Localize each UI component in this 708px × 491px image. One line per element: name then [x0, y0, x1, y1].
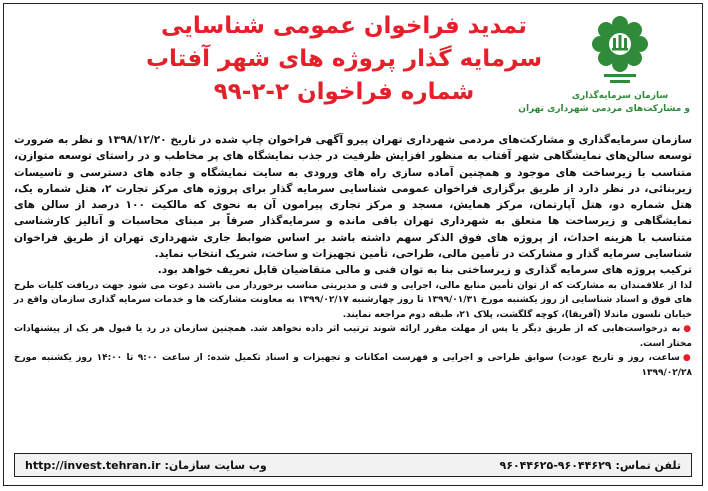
phone-label: تلفن تماس: [615, 458, 681, 472]
org-name-line2: و مشارکت‌های مردمی شهرداری تهران [518, 104, 690, 114]
tehran-municipality-logo-icon [584, 10, 656, 90]
advertisement-frame [3, 3, 703, 486]
website-label: وب سایت سازمان: [164, 458, 267, 472]
title-line-3: شماره فراخوان ۲-۲-۹۹ [213, 79, 475, 105]
bullet-text-2: ساعت، روز و تاریخ عودت) سوابق طراحی و اجرایی و فهرست امکانات و تجهیزات و اسناد تکمیل شده: از ساعت ۹:۰۰ تا ۱۴:۰۰ روز یکشنبه مورخ ۱۳۹۹/۰۲/۲۸ [14, 353, 692, 378]
website-group [25, 459, 267, 472]
announcement-body [14, 132, 692, 380]
bullet-item-1 [14, 322, 692, 351]
title-line-2: سرمایه گذار پروژه های شهر آفتاب [145, 46, 543, 72]
phone-group [500, 459, 681, 472]
bullet-dot-icon: ● [682, 353, 692, 364]
org-name-line1: سازمان سرمایه‌گذاری [571, 91, 669, 101]
bullet-dot-icon: ● [683, 324, 692, 335]
title-line-1: تمدید فراخوان عمومی شناسایی [161, 13, 527, 39]
bullet-text-1: به درخواست‌هایی که از طریق دیگر یا پس از مهلت مقرر ارائه شوند ترتیب اثر داده نخواهد شد. همچنین سازمان در رد یا قبول هر یک از پیشنهادات مختار است. [14, 324, 692, 349]
body-paragraph-3: لذا از علاقمندان به مشارکت که از توان تأمین منابع مالی، اجرایی و فنی و مدیریتی مناسب برخوردار می باشند دعوت می شود جهت دریافت کلیات طرح های فوق و اسناد شناسایی از روز یکشنبه مورخ ۱۳۹۹/۰۱/۳۱ تا روز چهارشنبه ۱۳۹۹/۰۲/۱۷ به معاونت مشارکت ها و خدمات سرمایه گذاری سازمان واقع در خیابان نلسون ماندلا (آفریقا)، کوچه گلگشت، پلاک ۲۱، طبقه دوم مراجعه نمایند. [14, 280, 692, 320]
body-paragraph-1: سازمان سرمایه‌گذاری و مشارکت‌های مردمی شهرداری تهران پیرو آگهی فراخوان چاپ شده در تاریخ ۱۳۹۸/۱۲/۲۰ و نظر به ضرورت توسعه سالن‌های نمایشگاهی شهر آفتاب به منظور افزایش ظرفیت در جذب نمایشگاه های پر مخاطب و در راستای توسعه متوازن، متناسب با زیرساخت های موجود و همچنین آماده سازی راه های ورودی به سایت نمایشگاه و جاده های دسترسی و تاسیسات زیربنائی، در نظر دارد از طریق برگزاری فراخوان عمومی شناسایی سرمایه گذار برای پروژه های مرکز تجارت ۲، هتل شماره یک، هتل شماره دو، هتل آپارتمان، مرکز همایش، مسجد و مرکز تجاری پیرامون آن به نحوی که مالکیت ۱۰۰ درصد از سالن های نمایشگاهی و زیرساخت ها متعلق به شهرداری تهران باقی مانده و سرمایه‌گذار صرفاً بر مبنای محاسبات و آنالیز کارشناسی متناسب با هزینه احداث، از پروژه های فوق الذکر سهم داشته باشد بر اساس ضوابط جاری شهرداری تهران از طریق فراخوان شناسایی سرمایه گذار و مشارکت در تأمین مالی، طراحی، تأمین تجهیزات و ساخت، شریک انتخاب نماید. [14, 134, 692, 261]
contact-footer [14, 453, 692, 477]
body-paragraph-2: ترکیب پروژه های سرمایه گذاری و زیرساختی بنا به توان فنی و مالی متقاضیان قابل تعریف خواهد بود. [157, 264, 692, 277]
logo-block [518, 10, 690, 128]
phone-value: ۹۶۰۴۴۶۲۵-۹۶۰۴۴۶۲۹ [499, 458, 612, 472]
website-link[interactable]: http://invest.tehran.ir [25, 458, 161, 472]
bullet-item-2 [14, 351, 692, 380]
title-block [144, 10, 544, 109]
